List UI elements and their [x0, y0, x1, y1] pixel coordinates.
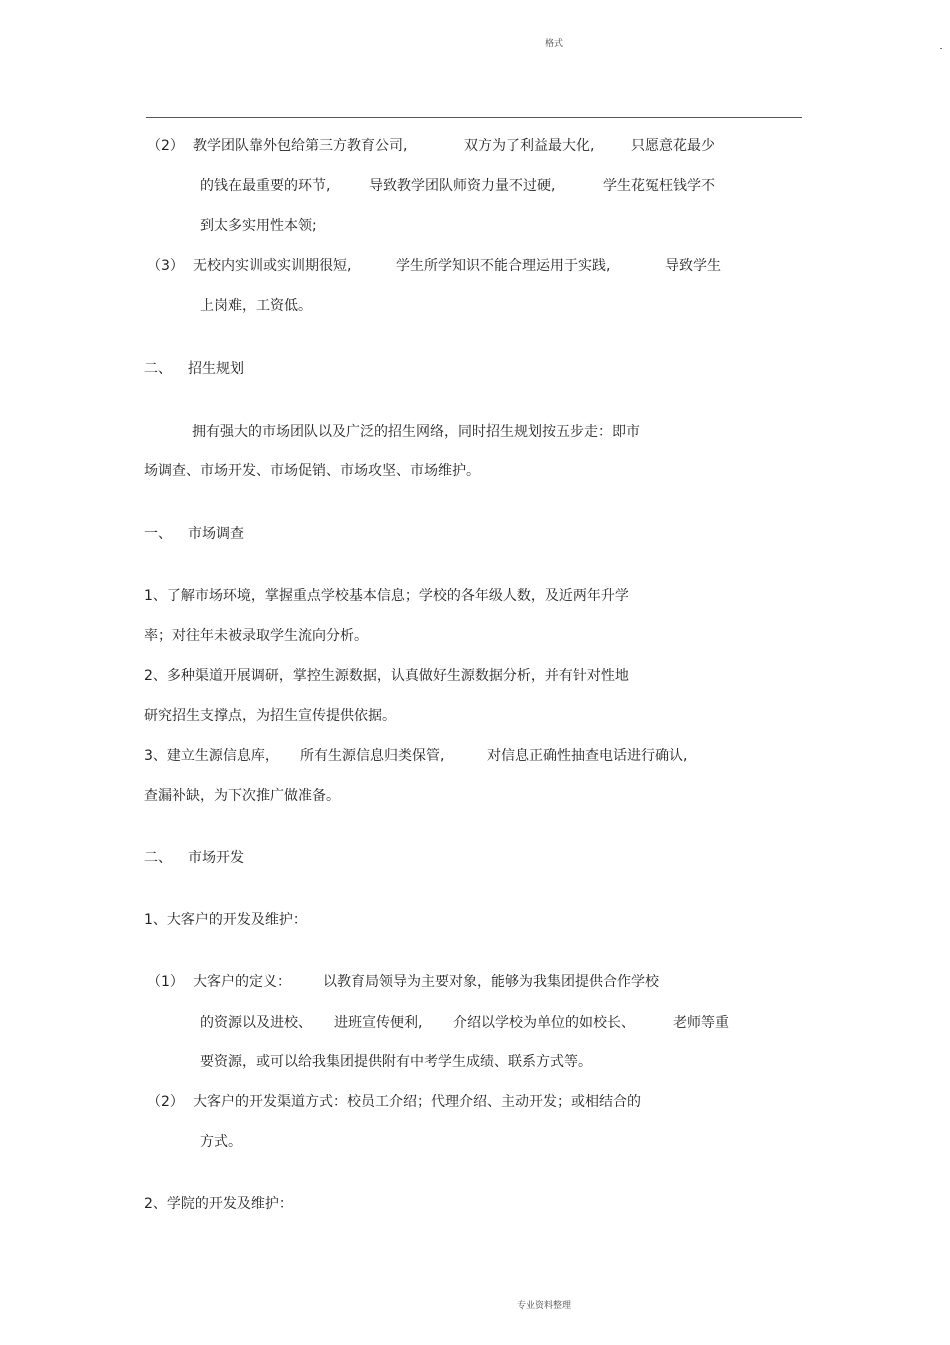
paragraph-text: 查漏补缺，为下次推广做准备。 [144, 788, 340, 804]
paragraph-text: 研究招生支撑点，为招生宣传提供依据。 [144, 708, 396, 724]
paragraph-text: 3、建立生源信息库， [144, 748, 279, 764]
paragraph-text: 1、了解市场环境，掌握重点学校基本信息；学校的各年级人数，及近两年升学 [144, 588, 629, 604]
paragraph-text: 上岗难，工资低。 [200, 298, 312, 314]
list-marker-2: （2） [147, 1094, 184, 1110]
paragraph-text: 2、多种渠道开展调研，掌控生源数据，认真做好生源数据分析，并有针对性地 [144, 668, 629, 684]
edge-mark [940, 48, 942, 49]
header-divider [146, 117, 802, 118]
section-number: 二、 [144, 850, 172, 866]
list-marker-1: （1） [147, 974, 184, 990]
paragraph-text: 教学团队靠外包给第三方教育公司, [193, 138, 408, 154]
page-header: 格式 [545, 39, 564, 49]
paragraph-text: 老师等重 [673, 1015, 729, 1031]
paragraph-text: 双方为了利益最大化, [464, 138, 595, 154]
paragraph-text: 的资源以及进校、 [200, 1015, 312, 1031]
paragraph-text: 场调查、市场开发、市场促销、市场攻坚、市场维护。 [144, 463, 480, 479]
page-footer: 专业资料整理 [517, 1301, 572, 1311]
paragraph-text: 以教育局领导为主要对象，能够为我集团提供合作学校 [323, 974, 659, 990]
paragraph-text: 学生所学知识不能合理运用于实践, [396, 258, 611, 274]
paragraph-text: 大客户的定义： [193, 974, 291, 990]
section-number: 一、 [144, 526, 172, 542]
list-marker-2: （2） [147, 138, 184, 154]
section-heading: 市场调查 [188, 526, 244, 542]
paragraph-text: 学生花冤枉钱学不 [603, 178, 715, 194]
paragraph-text: 进班宣传便利, [334, 1015, 423, 1031]
paragraph-text: 的钱在最重要的环节, [200, 178, 331, 194]
paragraph-text: 率；对往年未被录取学生流向分析。 [144, 628, 368, 644]
paragraph-text: 导致学生 [665, 258, 721, 274]
paragraph-text: 方式。 [200, 1134, 242, 1150]
paragraph-text: 所有生源信息归类保管, [300, 748, 445, 764]
paragraph-text: 到太多实用性本领; [200, 218, 317, 234]
paragraph-text: 拥有强大的市场团队以及广泛的招生网络，同时招生规划按五步走：即市 [192, 424, 640, 440]
paragraph-text: 只愿意花最少 [631, 138, 715, 154]
paragraph-text: 介绍以学校为单位的如校长、 [453, 1015, 635, 1031]
list-marker-3: （3） [147, 258, 184, 274]
paragraph-text: 要资源，或可以给我集团提供附有中考学生成绩、联系方式等。 [200, 1054, 592, 1070]
paragraph-text: 导致教学团队师资力量不过硬, [369, 178, 556, 194]
section-number: 二、 [144, 361, 172, 377]
section-heading: 市场开发 [188, 850, 244, 866]
paragraph-text: 无校内实训或实训期很短, [193, 258, 352, 274]
subsection-heading: 2、学院的开发及维护： [144, 1196, 293, 1212]
paragraph-text: 大客户的开发渠道方式：校员工介绍；代理介绍、主动开发；或相结合的 [193, 1094, 641, 1110]
subsection-heading: 1、大客户的开发及维护： [144, 912, 307, 928]
section-heading: 招生规划 [188, 361, 244, 377]
paragraph-text: 对信息正确性抽查电话进行确认, [487, 748, 688, 764]
